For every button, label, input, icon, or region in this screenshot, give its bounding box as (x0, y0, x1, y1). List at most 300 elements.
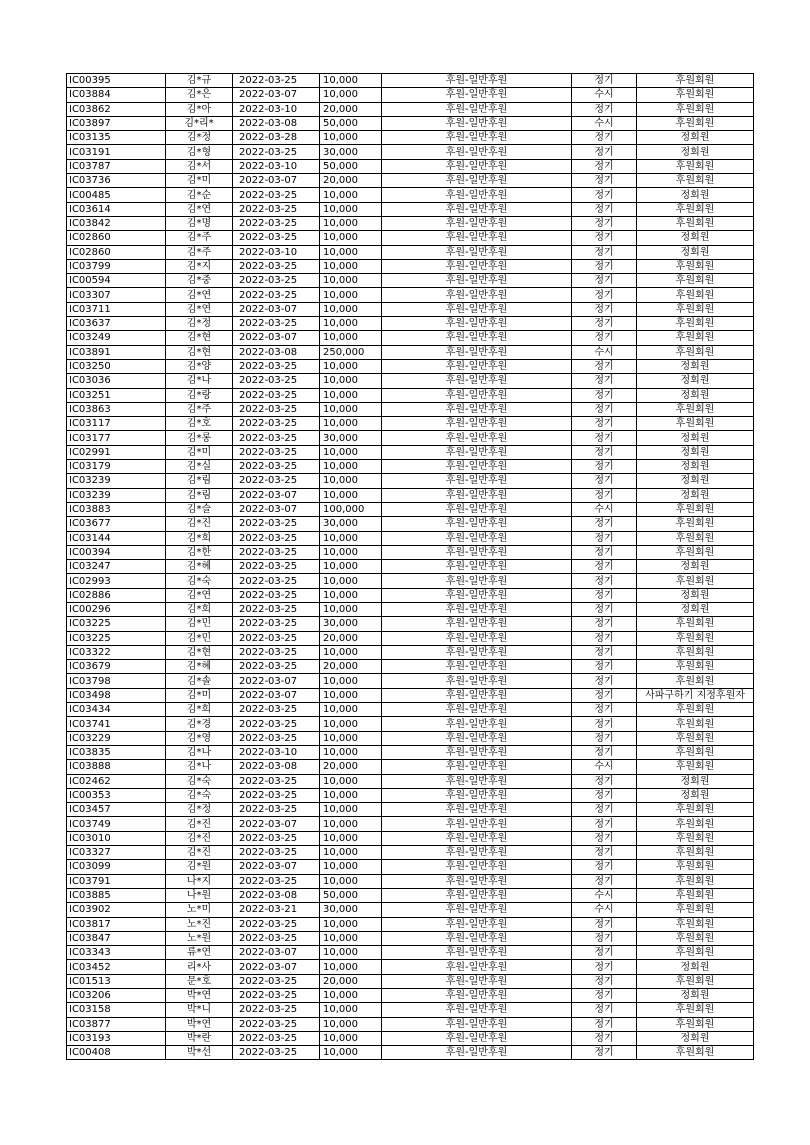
member-id-cell: IC03117 (67, 417, 166, 431)
amount-cell: 100,000 (320, 502, 382, 516)
member-grade-cell: 후원회원 (637, 660, 754, 674)
member-grade-cell: 정회원 (637, 488, 754, 502)
member-grade-cell: 정회원 (637, 374, 754, 388)
donation-date-cell: 2022-03-25 (233, 74, 320, 88)
donation-date-cell: 2022-03-10 (233, 245, 320, 259)
member-id-cell: IC03736 (67, 174, 166, 188)
table-row (67, 331, 754, 345)
donation-date-cell: 2022-03-25 (233, 617, 320, 631)
donation-type-cell: 후원-일반후원 (382, 517, 572, 531)
table-row (67, 974, 754, 988)
donation-cycle-cell: 정기 (572, 259, 637, 273)
donation-type-cell: 후원-일반후원 (382, 874, 572, 888)
donation-type-cell: 후원-일반후원 (382, 374, 572, 388)
member-grade-cell: 후원회원 (637, 174, 754, 188)
table-row (67, 946, 754, 960)
member-id-cell: IC03902 (67, 903, 166, 917)
member-grade-cell: 후원회원 (637, 274, 754, 288)
member-id-cell: IC03711 (67, 302, 166, 316)
donation-type-cell: 후원-일반후원 (382, 831, 572, 845)
donation-type-cell: 후원-일반후원 (382, 174, 572, 188)
amount-cell: 10,000 (320, 1046, 382, 1060)
amount-cell: 10,000 (320, 645, 382, 659)
member-name-cell: 문*호 (166, 974, 233, 988)
donation-type-cell: 후원-일반후원 (382, 302, 572, 316)
donation-date-cell: 2022-03-07 (233, 88, 320, 102)
donation-cycle-cell: 정기 (572, 1031, 637, 1045)
donation-cycle-cell: 정기 (572, 188, 637, 202)
donation-cycle-cell: 정기 (572, 74, 637, 88)
table-row (67, 1017, 754, 1031)
member-name-cell: 김*롱 (166, 431, 233, 445)
table-row (67, 645, 754, 659)
member-name-cell: 김*미 (166, 445, 233, 459)
table-row (67, 302, 754, 316)
amount-cell: 10,000 (320, 188, 382, 202)
member-grade-cell: 정회원 (637, 474, 754, 488)
member-name-cell: 박*니 (166, 1003, 233, 1017)
table-row (67, 231, 754, 245)
amount-cell: 10,000 (320, 531, 382, 545)
amount-cell: 10,000 (320, 259, 382, 273)
amount-cell: 10,000 (320, 817, 382, 831)
table-row (67, 1031, 754, 1045)
table-row (67, 588, 754, 602)
amount-cell: 10,000 (320, 545, 382, 559)
member-name-cell: 나*원 (166, 888, 233, 902)
table-row (67, 960, 754, 974)
amount-cell: 10,000 (320, 1031, 382, 1045)
donation-cycle-cell: 정기 (572, 474, 637, 488)
table-row (67, 74, 754, 88)
member-id-cell: IC03191 (67, 145, 166, 159)
amount-cell: 50,000 (320, 159, 382, 173)
amount-cell: 10,000 (320, 488, 382, 502)
member-name-cell: 김*실 (166, 460, 233, 474)
donation-date-cell: 2022-03-25 (233, 1003, 320, 1017)
donation-date-cell: 2022-03-25 (233, 231, 320, 245)
donation-date-cell: 2022-03-25 (233, 317, 320, 331)
member-grade-cell: 후원회원 (637, 974, 754, 988)
donation-type-cell: 후원-일반후원 (382, 974, 572, 988)
donation-cycle-cell: 정기 (572, 703, 637, 717)
table-row (67, 745, 754, 759)
member-id-cell: IC00394 (67, 545, 166, 559)
donation-type-cell: 후원-일반후원 (382, 159, 572, 173)
donation-type-cell: 후원-일반후원 (382, 74, 572, 88)
amount-cell: 10,000 (320, 245, 382, 259)
table-row (67, 560, 754, 574)
donation-date-cell: 2022-03-07 (233, 174, 320, 188)
donation-date-cell: 2022-03-25 (233, 560, 320, 574)
member-id-cell: IC03239 (67, 474, 166, 488)
donation-cycle-cell: 정기 (572, 631, 637, 645)
donation-type-cell: 후원-일반후원 (382, 960, 572, 974)
member-grade-cell: 후원회원 (637, 917, 754, 931)
table-row (67, 760, 754, 774)
table-row (67, 488, 754, 502)
table-row (67, 860, 754, 874)
donation-cycle-cell: 정기 (572, 231, 637, 245)
table-row (67, 131, 754, 145)
donation-type-cell: 후원-일반후원 (382, 359, 572, 373)
member-id-cell: IC03251 (67, 388, 166, 402)
member-grade-cell: 후원회원 (637, 317, 754, 331)
member-name-cell: 김*정 (166, 803, 233, 817)
donation-cycle-cell: 정기 (572, 388, 637, 402)
donation-cycle-cell: 정기 (572, 102, 637, 116)
member-name-cell: 리*사 (166, 960, 233, 974)
member-id-cell: IC03452 (67, 960, 166, 974)
member-name-cell: 나*지 (166, 874, 233, 888)
member-id-cell: IC03799 (67, 259, 166, 273)
donation-cycle-cell: 정기 (572, 788, 637, 802)
member-id-cell: IC03457 (67, 803, 166, 817)
member-name-cell: 김*리* (166, 116, 233, 130)
donation-type-cell: 후원-일반후원 (382, 345, 572, 359)
table-row (67, 145, 754, 159)
member-grade-cell: 후원회원 (637, 116, 754, 130)
amount-cell: 30,000 (320, 145, 382, 159)
member-name-cell: 김*주 (166, 231, 233, 245)
member-id-cell: IC02462 (67, 774, 166, 788)
donation-type-cell: 후원-일반후원 (382, 989, 572, 1003)
amount-cell: 10,000 (320, 674, 382, 688)
member-id-cell: IC03250 (67, 359, 166, 373)
member-name-cell: 김*솔 (166, 674, 233, 688)
member-grade-cell: 후원회원 (637, 831, 754, 845)
amount-cell: 10,000 (320, 717, 382, 731)
member-grade-cell: 후원회원 (637, 88, 754, 102)
donation-date-cell: 2022-03-10 (233, 159, 320, 173)
table-row (67, 88, 754, 102)
member-id-cell: IC03307 (67, 288, 166, 302)
donation-date-cell: 2022-03-25 (233, 717, 320, 731)
table-row (67, 631, 754, 645)
member-grade-cell: 후원회원 (637, 331, 754, 345)
member-name-cell: 김*서 (166, 159, 233, 173)
member-id-cell: IC03883 (67, 502, 166, 516)
member-name-cell: 김*양 (166, 359, 233, 373)
member-name-cell: 김*원 (166, 860, 233, 874)
member-grade-cell: 후원회원 (637, 202, 754, 216)
donation-date-cell: 2022-03-25 (233, 145, 320, 159)
donation-type-cell: 후원-일반후원 (382, 1003, 572, 1017)
amount-cell: 10,000 (320, 331, 382, 345)
donation-date-cell: 2022-03-25 (233, 359, 320, 373)
member-id-cell: IC03679 (67, 660, 166, 674)
member-grade-cell: 정회원 (637, 960, 754, 974)
member-grade-cell: 후원회원 (637, 102, 754, 116)
amount-cell: 10,000 (320, 74, 382, 88)
table-row (67, 402, 754, 416)
member-name-cell: 김*호 (166, 417, 233, 431)
donation-cycle-cell: 정기 (572, 731, 637, 745)
amount-cell: 20,000 (320, 660, 382, 674)
donation-cycle-cell: 정기 (572, 531, 637, 545)
member-name-cell: 김*경 (166, 717, 233, 731)
table-row (67, 888, 754, 902)
donation-date-cell: 2022-03-08 (233, 888, 320, 902)
donation-type-cell: 후원-일반후원 (382, 88, 572, 102)
member-id-cell: IC03434 (67, 703, 166, 717)
member-grade-cell: 후원회원 (637, 803, 754, 817)
table-row (67, 989, 754, 1003)
donation-type-cell: 후원-일반후원 (382, 731, 572, 745)
member-id-cell: IC03099 (67, 860, 166, 874)
donation-cycle-cell: 정기 (572, 745, 637, 759)
table-row (67, 617, 754, 631)
table-row (67, 259, 754, 273)
donation-cycle-cell: 정기 (572, 874, 637, 888)
donation-cycle-cell: 정기 (572, 1046, 637, 1060)
member-grade-cell: 후원회원 (637, 1046, 754, 1060)
member-id-cell: IC03498 (67, 688, 166, 702)
table-row (67, 903, 754, 917)
member-name-cell: 김*아 (166, 102, 233, 116)
amount-cell: 10,000 (320, 831, 382, 845)
table-row (67, 517, 754, 531)
donation-type-cell: 후원-일반후원 (382, 946, 572, 960)
member-id-cell: IC03884 (67, 88, 166, 102)
donation-type-cell: 후원-일반후원 (382, 703, 572, 717)
amount-cell: 10,000 (320, 788, 382, 802)
member-id-cell: IC03877 (67, 1017, 166, 1031)
donation-cycle-cell: 정기 (572, 402, 637, 416)
donation-date-cell: 2022-03-25 (233, 188, 320, 202)
member-grade-cell: 후원회원 (637, 631, 754, 645)
donation-cycle-cell: 수시 (572, 502, 637, 516)
member-grade-cell: 정회원 (637, 460, 754, 474)
member-id-cell: IC03888 (67, 760, 166, 774)
donation-cycle-cell: 정기 (572, 588, 637, 602)
member-id-cell: IC02860 (67, 245, 166, 259)
member-name-cell: 김*진 (166, 831, 233, 845)
member-grade-cell: 정회원 (637, 388, 754, 402)
amount-cell: 10,000 (320, 88, 382, 102)
member-grade-cell: 정회원 (637, 131, 754, 145)
table-row (67, 374, 754, 388)
donation-type-cell: 후원-일반후원 (382, 888, 572, 902)
donation-cycle-cell: 정기 (572, 660, 637, 674)
amount-cell: 10,000 (320, 931, 382, 945)
donation-cycle-cell: 정기 (572, 946, 637, 960)
donation-date-cell: 2022-03-07 (233, 331, 320, 345)
donation-cycle-cell: 수시 (572, 760, 637, 774)
table-row (67, 931, 754, 945)
table-row (67, 688, 754, 702)
donation-date-cell: 2022-03-25 (233, 831, 320, 845)
member-grade-cell: 후원회원 (637, 931, 754, 945)
donation-cycle-cell: 정기 (572, 545, 637, 559)
amount-cell: 30,000 (320, 431, 382, 445)
donation-date-cell: 2022-03-25 (233, 417, 320, 431)
donation-type-cell: 후원-일반후원 (382, 245, 572, 259)
donation-cycle-cell: 정기 (572, 846, 637, 860)
donation-type-cell: 후원-일반후원 (382, 674, 572, 688)
donation-type-cell: 후원-일반후원 (382, 317, 572, 331)
member-id-cell: IC03322 (67, 645, 166, 659)
amount-cell: 10,000 (320, 860, 382, 874)
member-grade-cell: 후원회원 (637, 874, 754, 888)
donation-cycle-cell: 정기 (572, 560, 637, 574)
donation-date-cell: 2022-03-25 (233, 731, 320, 745)
donation-cycle-cell: 정기 (572, 131, 637, 145)
member-name-cell: 김*희 (166, 602, 233, 616)
amount-cell: 10,000 (320, 402, 382, 416)
donation-cycle-cell: 정기 (572, 274, 637, 288)
member-name-cell: 김*명 (166, 216, 233, 230)
amount-cell: 10,000 (320, 131, 382, 145)
donation-type-cell: 후원-일반후원 (382, 288, 572, 302)
member-name-cell: 노*원 (166, 931, 233, 945)
donation-cycle-cell: 정기 (572, 674, 637, 688)
table-row (67, 831, 754, 845)
donation-type-cell: 후원-일반후원 (382, 717, 572, 731)
member-id-cell: IC03637 (67, 317, 166, 331)
donation-type-cell: 후원-일반후원 (382, 474, 572, 488)
member-id-cell: IC03885 (67, 888, 166, 902)
member-grade-cell: 정회원 (637, 245, 754, 259)
member-name-cell: 김*숙 (166, 574, 233, 588)
donation-type-cell: 후원-일반후원 (382, 617, 572, 631)
member-grade-cell: 후원회원 (637, 745, 754, 759)
donation-date-cell: 2022-03-25 (233, 202, 320, 216)
donation-cycle-cell: 정기 (572, 960, 637, 974)
donation-type-cell: 후원-일반후원 (382, 1017, 572, 1031)
donation-type-cell: 후원-일반후원 (382, 760, 572, 774)
member-grade-cell: 후원회원 (637, 545, 754, 559)
amount-cell: 10,000 (320, 846, 382, 860)
amount-cell: 10,000 (320, 202, 382, 216)
table-row (67, 803, 754, 817)
donation-cycle-cell: 정기 (572, 417, 637, 431)
member-id-cell: IC02860 (67, 231, 166, 245)
donation-date-cell: 2022-03-25 (233, 374, 320, 388)
member-grade-cell: 정회원 (637, 445, 754, 459)
donation-cycle-cell: 정기 (572, 245, 637, 259)
table-row (67, 460, 754, 474)
member-id-cell: IC03229 (67, 731, 166, 745)
member-id-cell: IC03614 (67, 202, 166, 216)
member-name-cell: 박*연 (166, 989, 233, 1003)
donation-type-cell: 후원-일반후원 (382, 259, 572, 273)
member-name-cell: 김*지 (166, 259, 233, 273)
donation-type-cell: 후원-일반후원 (382, 631, 572, 645)
table-row (67, 445, 754, 459)
donation-date-cell: 2022-03-25 (233, 1017, 320, 1031)
member-name-cell: 김*나 (166, 374, 233, 388)
member-name-cell: 김*나 (166, 760, 233, 774)
donation-type-cell: 후원-일반후원 (382, 1031, 572, 1045)
amount-cell: 20,000 (320, 974, 382, 988)
donation-date-cell: 2022-03-25 (233, 974, 320, 988)
table-row (67, 245, 754, 259)
amount-cell: 250,000 (320, 345, 382, 359)
donation-date-cell: 2022-03-28 (233, 131, 320, 145)
member-name-cell: 김*영 (166, 731, 233, 745)
donation-cycle-cell: 정기 (572, 374, 637, 388)
member-id-cell: IC03010 (67, 831, 166, 845)
donation-cycle-cell: 수시 (572, 888, 637, 902)
donation-cycle-cell: 정기 (572, 202, 637, 216)
amount-cell: 10,000 (320, 1017, 382, 1031)
amount-cell: 10,000 (320, 288, 382, 302)
table-row (67, 431, 754, 445)
table-row (67, 174, 754, 188)
donation-cycle-cell: 정기 (572, 774, 637, 788)
member-grade-cell: 정회원 (637, 602, 754, 616)
member-id-cell: IC03135 (67, 131, 166, 145)
amount-cell: 10,000 (320, 560, 382, 574)
donation-date-cell: 2022-03-07 (233, 960, 320, 974)
donation-cycle-cell: 정기 (572, 317, 637, 331)
table-row (67, 846, 754, 860)
donation-type-cell: 후원-일반후원 (382, 917, 572, 931)
table-row (67, 817, 754, 831)
donation-cycle-cell: 정기 (572, 517, 637, 531)
donation-cycle-cell: 정기 (572, 331, 637, 345)
amount-cell: 20,000 (320, 760, 382, 774)
member-name-cell: 김*정 (166, 317, 233, 331)
member-grade-cell: 후원회원 (637, 860, 754, 874)
donation-cycle-cell: 정기 (572, 817, 637, 831)
member-id-cell: IC00408 (67, 1046, 166, 1060)
member-name-cell: 김*순 (166, 188, 233, 202)
amount-cell: 10,000 (320, 960, 382, 974)
donation-type-cell: 후원-일반후원 (382, 560, 572, 574)
member-grade-cell: 정회원 (637, 231, 754, 245)
donation-date-cell: 2022-03-07 (233, 817, 320, 831)
member-id-cell: IC03144 (67, 531, 166, 545)
donation-cycle-cell: 정기 (572, 1017, 637, 1031)
amount-cell: 20,000 (320, 631, 382, 645)
member-grade-cell: 후원회원 (637, 531, 754, 545)
donation-date-cell: 2022-03-25 (233, 431, 320, 445)
donation-cycle-cell: 정기 (572, 216, 637, 230)
donation-type-cell: 후원-일반후원 (382, 502, 572, 516)
donation-type-cell: 후원-일반후원 (382, 531, 572, 545)
donation-date-cell: 2022-03-25 (233, 531, 320, 545)
donation-type-cell: 후원-일반후원 (382, 216, 572, 230)
member-id-cell: IC02886 (67, 588, 166, 602)
amount-cell: 10,000 (320, 1003, 382, 1017)
member-id-cell: IC03863 (67, 402, 166, 416)
amount-cell: 10,000 (320, 745, 382, 759)
donation-cycle-cell: 정기 (572, 302, 637, 316)
donation-date-cell: 2022-03-25 (233, 259, 320, 273)
amount-cell: 10,000 (320, 917, 382, 931)
donation-date-cell: 2022-03-07 (233, 946, 320, 960)
donation-type-cell: 후원-일반후원 (382, 660, 572, 674)
donation-type-cell: 후원-일반후원 (382, 116, 572, 130)
amount-cell: 50,000 (320, 116, 382, 130)
donation-type-cell: 후원-일반후원 (382, 131, 572, 145)
donation-date-cell: 2022-03-25 (233, 917, 320, 931)
member-name-cell: 노*진 (166, 917, 233, 931)
donation-cycle-cell: 수시 (572, 88, 637, 102)
amount-cell: 10,000 (320, 302, 382, 316)
member-grade-cell: 후원회원 (637, 903, 754, 917)
donation-type-cell: 후원-일반후원 (382, 574, 572, 588)
donation-cycle-cell: 정기 (572, 488, 637, 502)
table-row (67, 417, 754, 431)
member-name-cell: 김*은 (166, 88, 233, 102)
donation-type-cell: 후원-일반후원 (382, 1046, 572, 1060)
table-row (67, 545, 754, 559)
donation-date-cell: 2022-03-25 (233, 803, 320, 817)
donation-date-cell: 2022-03-25 (233, 989, 320, 1003)
